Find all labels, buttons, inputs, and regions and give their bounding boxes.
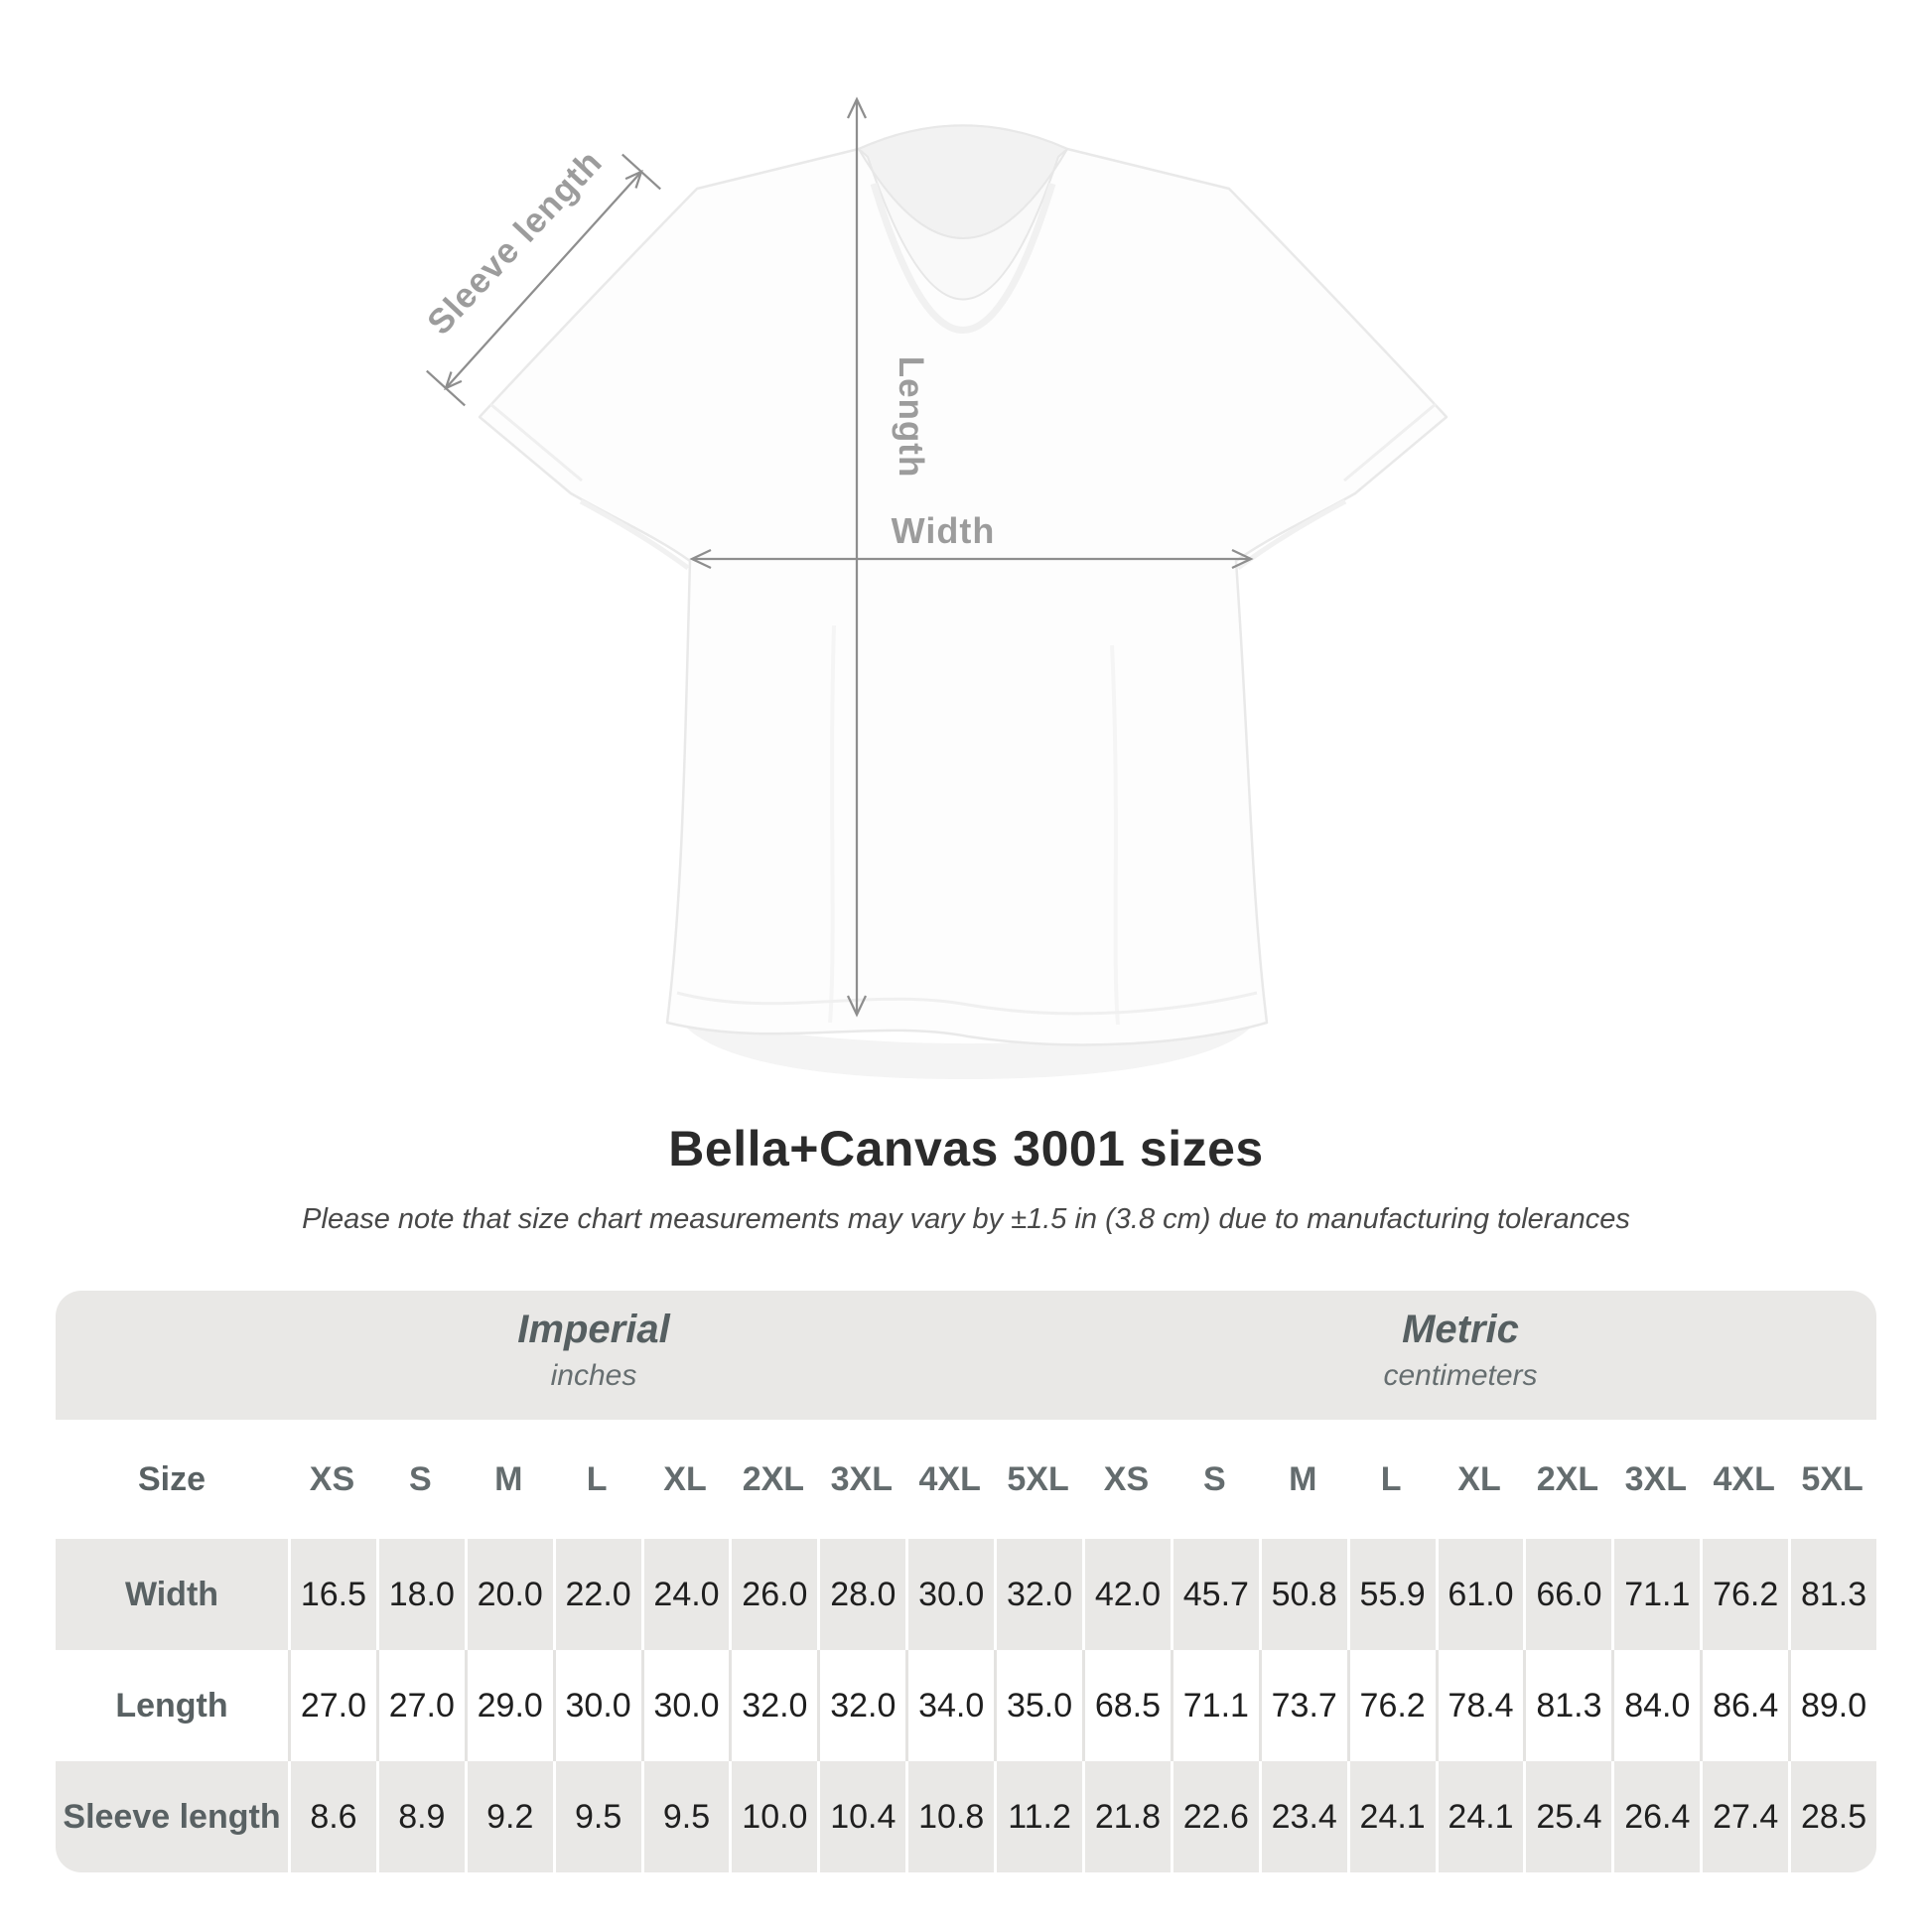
metric-value-cell: 45.7 — [1171, 1539, 1259, 1650]
metric-value-cell: 50.8 — [1259, 1539, 1347, 1650]
measure-row-0 — [56, 1539, 1876, 1650]
metric-value-cell: 68.5 — [1082, 1650, 1171, 1761]
imperial-size-header-cell: 4XL — [918, 1459, 981, 1498]
metric-value-cell: 71.1 — [1611, 1539, 1700, 1650]
measure-row-1 — [56, 1650, 1876, 1761]
imperial-value-cell: 32.0 — [817, 1650, 905, 1761]
imperial-value-cell: 29.0 — [465, 1650, 553, 1761]
unit-header-band — [56, 1291, 1876, 1420]
metric-value-cell: 25.4 — [1523, 1761, 1611, 1872]
metric-value-cell: 21.8 — [1082, 1761, 1171, 1872]
width-label: Width — [891, 510, 996, 551]
imperial-value-cell: 11.2 — [994, 1761, 1082, 1872]
length-label: Length — [892, 355, 930, 479]
metric-size-header-cell: 3XL — [1624, 1459, 1687, 1498]
metric-value-cell: 26.4 — [1611, 1761, 1700, 1872]
imperial-size-header-cell: XL — [663, 1459, 707, 1498]
metric-value-cell: 22.6 — [1171, 1761, 1259, 1872]
imperial-size-header-cell: L — [586, 1459, 608, 1498]
measure-row-2 — [56, 1761, 1876, 1872]
size-table — [56, 1291, 1876, 1872]
metric-size-header-cell: 4XL — [1713, 1459, 1775, 1498]
metric-value-cell: 24.1 — [1347, 1761, 1436, 1872]
imperial-label: Imperial — [517, 1308, 670, 1351]
imperial-value-cell: 30.0 — [641, 1650, 730, 1761]
imperial-value-cell: 26.0 — [729, 1539, 817, 1650]
metric-size-header-cell: L — [1380, 1459, 1402, 1498]
metric-value-cell: 27.4 — [1700, 1761, 1788, 1872]
page-subtitle: Please note that size chart measurements may vary by ±1.5 in (3.8 cm) due to manufacturing tolerances — [302, 1203, 1630, 1235]
row-label: Sleeve length — [63, 1797, 281, 1836]
imperial-value-cell: 32.0 — [994, 1539, 1082, 1650]
row-label: Width — [124, 1575, 219, 1613]
metric-value-cell: 61.0 — [1436, 1539, 1524, 1650]
metric-label: Metric — [1402, 1308, 1519, 1351]
size-header-row — [56, 1420, 1876, 1539]
imperial-group-header — [56, 1307, 1132, 1393]
metric-value-cell: 76.2 — [1700, 1539, 1788, 1650]
imperial-value-cell: 32.0 — [729, 1650, 817, 1761]
metric-value-cell: 78.4 — [1436, 1650, 1524, 1761]
metric-value-cell: 81.3 — [1788, 1539, 1876, 1650]
imperial-value-cell: 8.6 — [288, 1761, 376, 1872]
imperial-value-cell: 27.0 — [288, 1650, 376, 1761]
imperial-size-header-cell: M — [494, 1459, 523, 1498]
page-title: Bella+Canvas 3001 sizes — [668, 1121, 1264, 1176]
imperial-size-header-cell: 2XL — [742, 1459, 805, 1498]
metric-value-cell: 73.7 — [1259, 1650, 1347, 1761]
metric-value-cell: 84.0 — [1611, 1650, 1700, 1761]
metric-value-cell: 89.0 — [1788, 1650, 1876, 1761]
imperial-value-cell: 9.5 — [641, 1761, 730, 1872]
imperial-value-cell: 9.5 — [553, 1761, 641, 1872]
sleeve-length-label: Sleeve length — [419, 142, 611, 343]
metric-size-header-cell: XS — [1103, 1459, 1150, 1498]
imperial-value-cell: 24.0 — [641, 1539, 730, 1650]
sleeve-extension-tick-upper — [622, 155, 660, 190]
metric-value-cell: 28.5 — [1788, 1761, 1876, 1872]
imperial-value-cell: 34.0 — [905, 1650, 994, 1761]
metric-unit-label: centimeters — [1383, 1359, 1538, 1392]
metric-size-header-cell: 2XL — [1536, 1459, 1599, 1498]
imperial-size-header-cell: 5XL — [1007, 1459, 1069, 1498]
imperial-value-cell: 10.4 — [817, 1761, 905, 1872]
imperial-value-cell: 8.9 — [376, 1761, 465, 1872]
imperial-value-cell: 30.0 — [905, 1539, 994, 1650]
imperial-value-cell: 9.2 — [465, 1761, 553, 1872]
imperial-size-header-cell: XS — [309, 1459, 355, 1498]
metric-value-cell: 71.1 — [1171, 1650, 1259, 1761]
metric-group-header — [1044, 1307, 1876, 1393]
metric-value-cell: 81.3 — [1523, 1650, 1611, 1761]
metric-size-header-cell: 5XL — [1801, 1459, 1863, 1498]
metric-value-cell: 42.0 — [1082, 1539, 1171, 1650]
metric-size-header-cell: M — [1289, 1459, 1317, 1498]
row-label: Length — [115, 1686, 228, 1725]
metric-value-cell: 86.4 — [1700, 1650, 1788, 1761]
imperial-value-cell: 10.0 — [729, 1761, 817, 1872]
metric-value-cell: 24.1 — [1436, 1761, 1524, 1872]
imperial-size-header-cell: 3XL — [830, 1459, 893, 1498]
imperial-size-header-cell: S — [408, 1459, 432, 1498]
metric-size-header-cell: XL — [1457, 1459, 1501, 1498]
imperial-value-cell: 30.0 — [553, 1650, 641, 1761]
imperial-unit-label: inches — [550, 1359, 637, 1392]
imperial-value-cell: 28.0 — [817, 1539, 905, 1650]
metric-value-cell: 23.4 — [1259, 1761, 1347, 1872]
imperial-value-cell: 22.0 — [553, 1539, 641, 1650]
imperial-value-cell: 10.8 — [905, 1761, 994, 1872]
imperial-value-cell: 27.0 — [376, 1650, 465, 1761]
metric-size-header-cell: S — [1203, 1459, 1226, 1498]
metric-value-cell: 76.2 — [1347, 1650, 1436, 1761]
imperial-value-cell: 35.0 — [994, 1650, 1082, 1761]
imperial-value-cell: 20.0 — [465, 1539, 553, 1650]
imperial-value-cell: 16.5 — [288, 1539, 376, 1650]
metric-value-cell: 66.0 — [1523, 1539, 1611, 1650]
imperial-value-cell: 18.0 — [376, 1539, 465, 1650]
metric-value-cell: 55.9 — [1347, 1539, 1436, 1650]
size-column-header: Size — [137, 1459, 207, 1498]
sleeve-extension-tick-lower — [427, 371, 465, 406]
